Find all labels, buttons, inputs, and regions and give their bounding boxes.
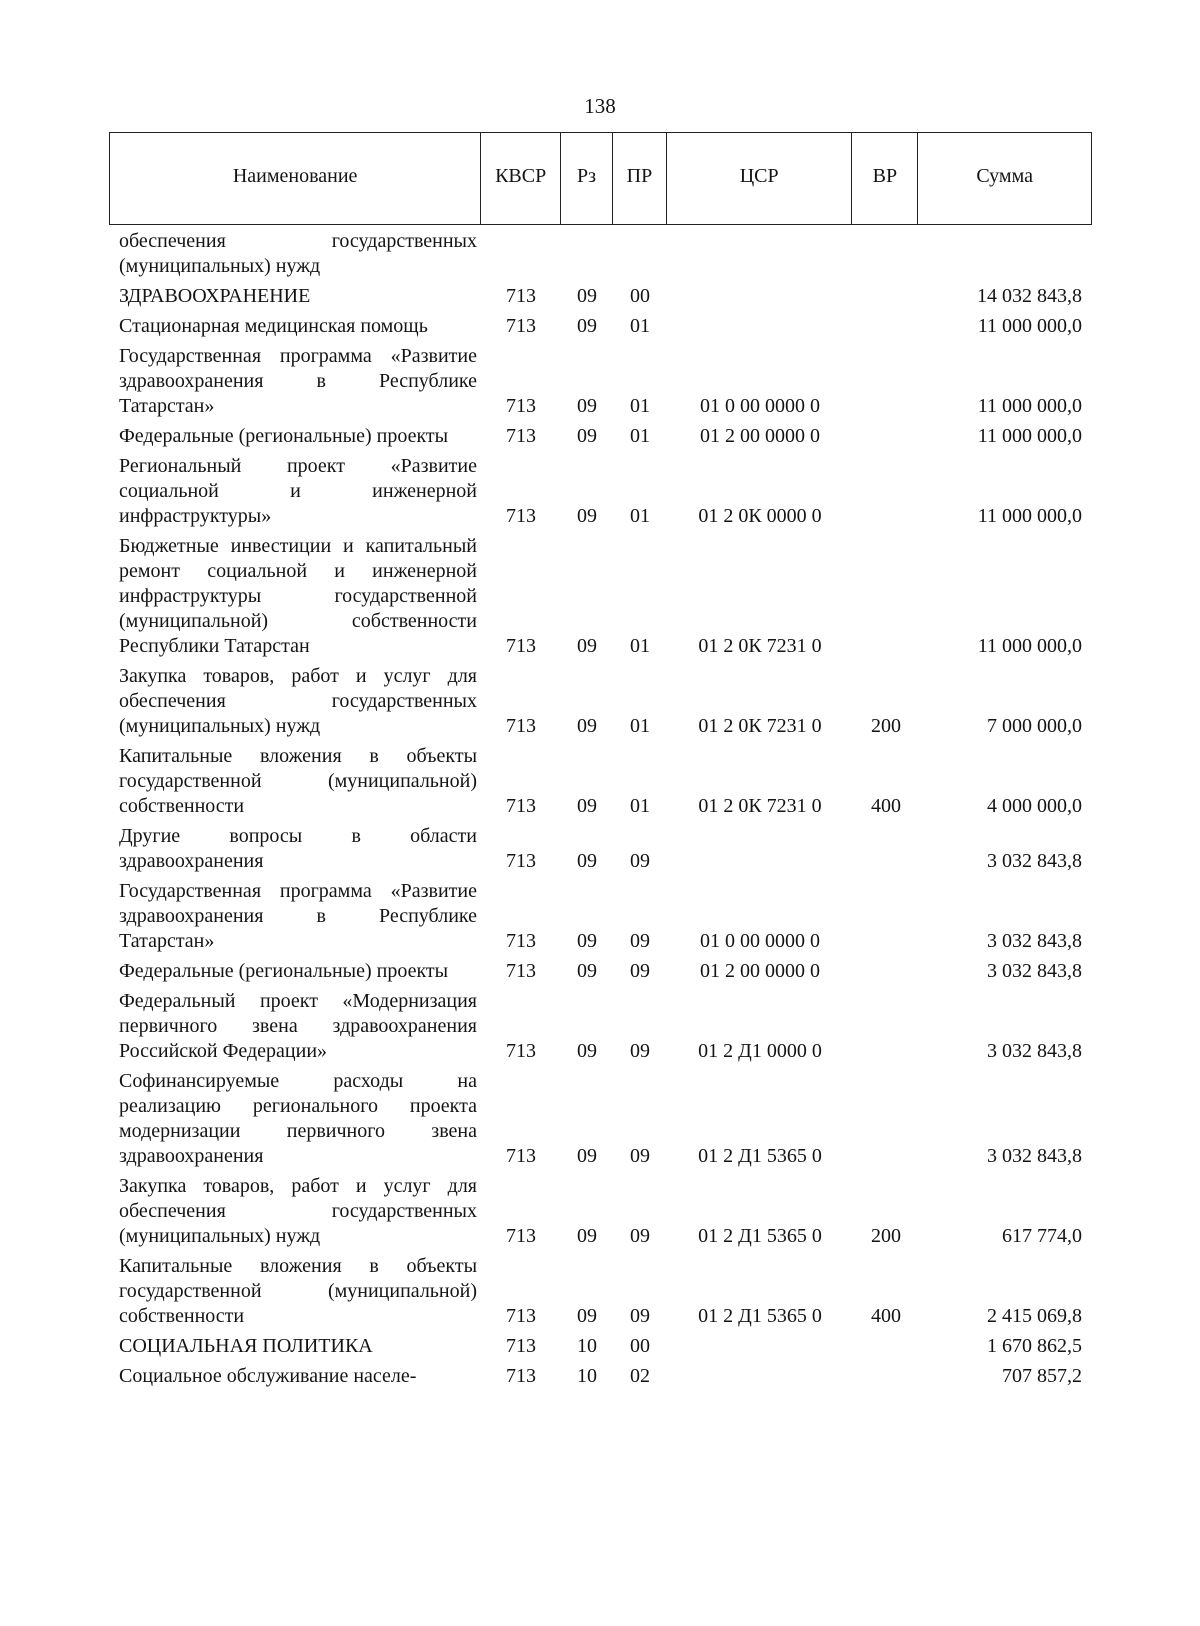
cell-rz: 09 <box>577 930 597 952</box>
cell-name: Федеральные (региональные) проекты <box>119 960 449 982</box>
cell-sum: 11 000 000,0 <box>977 505 1082 527</box>
page-number: 138 <box>584 94 616 118</box>
cell-csr: 01 2 Д1 5365 0 <box>698 1225 822 1247</box>
cell-sum: 11 000 000,0 <box>977 635 1082 657</box>
table-row <box>109 1174 1092 1249</box>
cell-pr: 09 <box>630 930 650 952</box>
cell-csr: 01 2 0К 7231 0 <box>698 795 822 817</box>
cell-name: Капитальные вложения в объекты государственной (муниципальной) собственности <box>119 745 477 817</box>
cell-rz: 09 <box>577 425 597 447</box>
cell-pr: 01 <box>630 795 650 817</box>
header-pr: ПР <box>613 133 667 224</box>
header-kvsr: КВСР <box>481 133 561 224</box>
cell-pr: 00 <box>630 1335 650 1357</box>
header-name: Наименование <box>110 133 481 224</box>
cell-kvsr: 713 <box>506 425 536 447</box>
cell-pr: 00 <box>630 285 650 307</box>
cell-name: Капитальные вложения в объекты государственной (муниципальной) собственности <box>119 1255 477 1327</box>
cell-rz: 09 <box>577 505 597 527</box>
cell-sum: 3 032 843,8 <box>987 930 1082 952</box>
cell-name: Государственная программа «Развитие здравоохранения в Республике Татарстан» <box>119 880 477 952</box>
cell-csr: 01 2 0К 7231 0 <box>698 635 822 657</box>
cell-kvsr: 713 <box>506 1305 536 1327</box>
cell-pr: 01 <box>630 395 650 417</box>
table-row <box>109 989 1092 1064</box>
cell-sum: 1 670 862,5 <box>987 1335 1082 1357</box>
cell-rz: 10 <box>577 1335 597 1357</box>
cell-sum: 3 032 843,8 <box>987 850 1082 872</box>
cell-kvsr: 713 <box>506 395 536 417</box>
cell-kvsr: 713 <box>506 635 536 657</box>
cell-kvsr: 713 <box>506 795 536 817</box>
cell-vr: 400 <box>871 795 901 817</box>
table-row <box>109 959 1092 984</box>
cell-kvsr: 713 <box>506 1365 536 1387</box>
table-row <box>109 1254 1092 1329</box>
header-rz: Рз <box>561 133 613 224</box>
cell-sum: 3 032 843,8 <box>987 1040 1082 1062</box>
table-row <box>109 1334 1092 1359</box>
table-row <box>109 1364 1092 1389</box>
cell-csr: 01 2 Д1 5365 0 <box>698 1305 822 1327</box>
cell-sum: 11 000 000,0 <box>977 395 1082 417</box>
cell-rz: 09 <box>577 850 597 872</box>
cell-pr: 01 <box>630 505 650 527</box>
cell-csr: 01 0 00 0000 0 <box>700 930 820 952</box>
cell-rz: 09 <box>577 1225 597 1247</box>
cell-name: Другие вопросы в области здравоохранения <box>119 825 477 872</box>
cell-kvsr: 713 <box>506 715 536 737</box>
cell-kvsr: 713 <box>506 1335 536 1357</box>
cell-sum: 617 774,0 <box>1002 1225 1082 1247</box>
cell-rz: 09 <box>577 715 597 737</box>
cell-pr: 01 <box>630 425 650 447</box>
cell-pr: 09 <box>630 1305 650 1327</box>
cell-name: СОЦИАЛЬНАЯ ПОЛИТИКА <box>119 1335 373 1357</box>
cell-pr: 09 <box>630 1225 650 1247</box>
table-row <box>109 229 1092 279</box>
cell-rz: 09 <box>577 795 597 817</box>
cell-rz: 09 <box>577 395 597 417</box>
cell-rz: 09 <box>577 1040 597 1062</box>
cell-csr: 01 2 Д1 5365 0 <box>698 1145 822 1167</box>
cell-pr: 09 <box>630 1145 650 1167</box>
cell-csr: 01 2 Д1 0000 0 <box>698 1040 822 1062</box>
table-row <box>109 314 1092 339</box>
cell-rz: 09 <box>577 315 597 337</box>
cell-csr: 01 0 00 0000 0 <box>700 395 820 417</box>
cell-name: Закупка товаров, работ и услуг для обеспечения государственных (муниципальных) нужд <box>119 1175 477 1247</box>
cell-kvsr: 713 <box>506 930 536 952</box>
cell-kvsr: 713 <box>506 315 536 337</box>
cell-rz: 09 <box>577 960 597 982</box>
table-row <box>109 744 1092 819</box>
cell-kvsr: 713 <box>506 285 536 307</box>
cell-rz: 09 <box>577 1305 597 1327</box>
cell-name: Бюджетные инвестиции и капитальный ремонт социальной и инженерной инфраструктуры государственной (муниципальной) собственности Республики Татарстан <box>119 535 477 657</box>
cell-rz: 09 <box>577 635 597 657</box>
cell-name: Региональный проект «Развитие социальной и инженерной инфраструктуры» <box>119 455 477 527</box>
cell-csr: 01 2 00 0000 0 <box>700 960 820 982</box>
table-row <box>109 454 1092 529</box>
cell-vr: 200 <box>871 1225 901 1247</box>
table-row <box>109 284 1092 309</box>
table-row <box>109 664 1092 739</box>
cell-name: Софинансируемые расходы на реализацию регионального проекта модернизации первичного звена здравоохранения <box>119 1070 477 1167</box>
cell-csr: 01 2 0К 7231 0 <box>698 715 822 737</box>
cell-kvsr: 713 <box>506 960 536 982</box>
cell-sum: 3 032 843,8 <box>987 1145 1082 1167</box>
cell-kvsr: 713 <box>506 1145 536 1167</box>
cell-name: Федеральный проект «Модернизация первичного звена здравоохранения Российской Федерации» <box>119 990 477 1062</box>
header-vr: ВР <box>852 133 918 224</box>
table-body <box>109 229 1092 1394</box>
cell-kvsr: 713 <box>506 1225 536 1247</box>
cell-pr: 01 <box>630 315 650 337</box>
cell-name: Социальное обслуживание населе- <box>119 1365 417 1387</box>
cell-pr: 02 <box>630 1365 650 1387</box>
cell-rz: 09 <box>577 285 597 307</box>
cell-sum: 2 415 069,8 <box>987 1305 1082 1327</box>
cell-sum: 11 000 000,0 <box>977 315 1082 337</box>
cell-sum: 4 000 000,0 <box>987 795 1082 817</box>
table-header <box>109 132 1092 225</box>
cell-sum: 3 032 843,8 <box>987 960 1082 982</box>
table-row <box>109 879 1092 954</box>
table-row <box>109 344 1092 419</box>
cell-sum: 7 000 000,0 <box>987 715 1082 737</box>
cell-pr: 09 <box>630 1040 650 1062</box>
cell-name: обеспечения государственных (муниципальных) нужд <box>119 230 477 277</box>
cell-name: ЗДРАВООХРАНЕНИЕ <box>119 285 311 307</box>
header-csr: ЦСР <box>667 133 853 224</box>
cell-name: Государственная программа «Развитие здравоохранения в Республике Татарстан» <box>119 345 477 417</box>
cell-name: Стационарная медицинская помощь <box>119 315 428 337</box>
cell-pr: 01 <box>630 715 650 737</box>
cell-sum: 14 032 843,8 <box>977 285 1082 307</box>
cell-kvsr: 713 <box>506 505 536 527</box>
cell-name: Федеральные (региональные) проекты <box>119 425 449 447</box>
table-row <box>109 534 1092 659</box>
header-sum: Сумма <box>976 165 1033 187</box>
cell-kvsr: 713 <box>506 1040 536 1062</box>
cell-kvsr: 713 <box>506 850 536 872</box>
cell-pr: 09 <box>630 850 650 872</box>
cell-name: Закупка товаров, работ и услуг для обеспечения государственных (муниципальных) нужд <box>119 665 477 737</box>
cell-vr: 200 <box>871 715 901 737</box>
cell-vr: 400 <box>871 1305 901 1327</box>
cell-csr: 01 2 0К 0000 0 <box>698 505 822 527</box>
cell-pr: 01 <box>630 635 650 657</box>
table-row <box>109 424 1092 449</box>
table-row <box>109 1069 1092 1169</box>
cell-sum: 707 857,2 <box>1002 1365 1082 1387</box>
table-row <box>109 824 1092 874</box>
cell-sum: 11 000 000,0 <box>977 425 1082 447</box>
cell-rz: 10 <box>577 1365 597 1387</box>
cell-csr: 01 2 00 0000 0 <box>700 425 820 447</box>
cell-pr: 09 <box>630 960 650 982</box>
cell-rz: 09 <box>577 1145 597 1167</box>
